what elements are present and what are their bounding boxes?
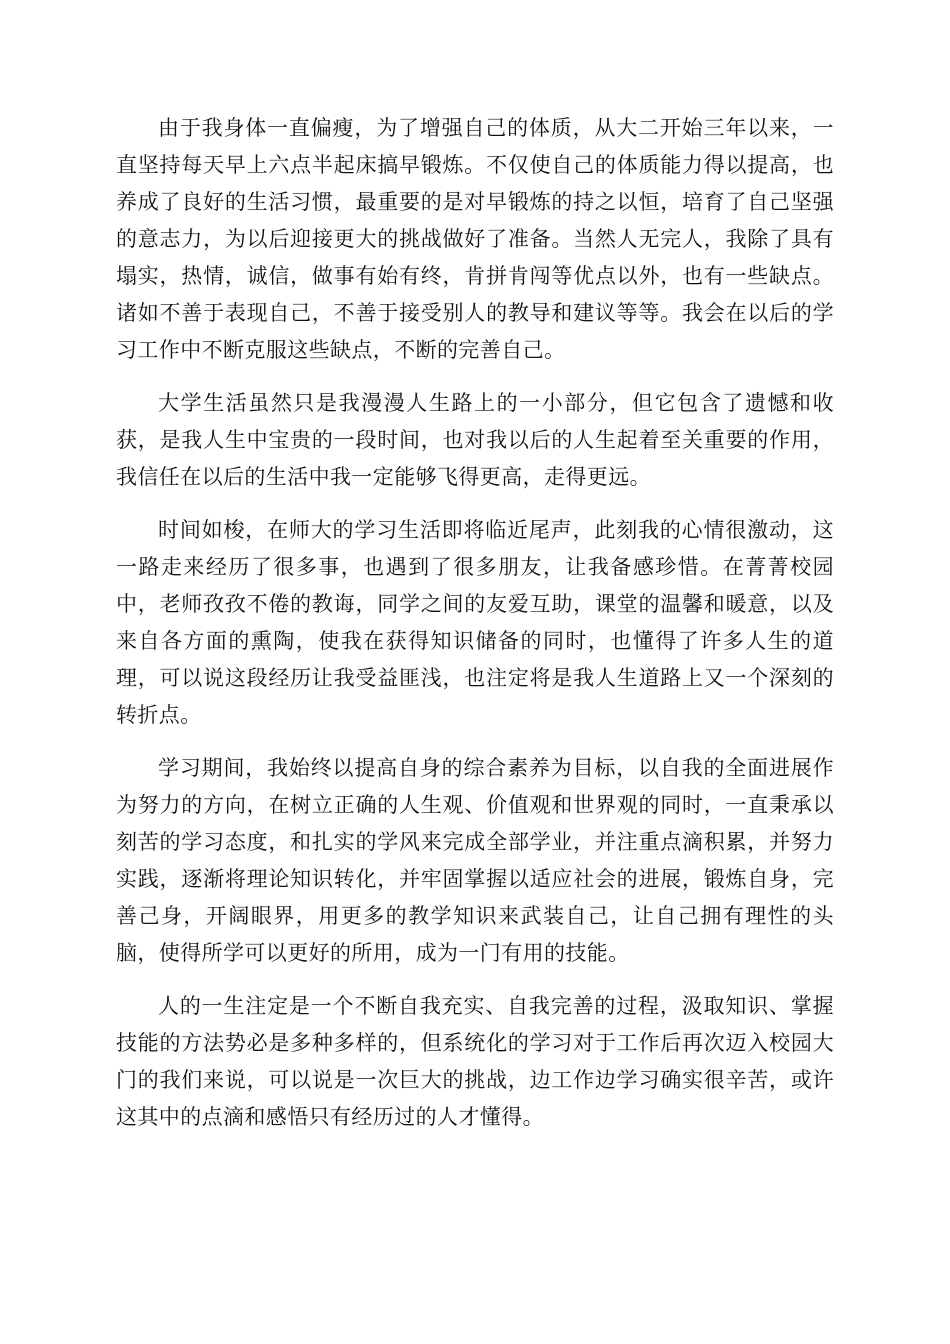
paragraph-5: 人的一生注定是一个不断自我充实、自我完善的过程，汲取知识、掌握技能的方法势必是多种多样的，但系统化的学习对于工作后再次迈入校园大门的我们来说，可以说是一次巨大的挑战，边工作边学习确实很辛苦，或许这其中的点滴和感悟只有经历过的人才懂得。 <box>116 994 834 1129</box>
paragraph-2: 大学生活虽然只是我漫漫人生路上的一小部分，但它包含了遗憾和收获，是我人生中宝贵的一段时间，也对我以后的人生起着至关重要的作用，我信任在以后的生活中我一定能够飞得更高，走得更远。 <box>116 391 834 489</box>
paragraph-1: 由于我身体一直偏瘦，为了增强自己的体质，从大二开始三年以来，一直坚持每天早上六点半起床搞早锻炼。不仅使自己的体质能力得以提高，也养成了良好的生活习惯，最重要的是对早锻炼的持之以恒，培育了自己坚强的意志力，为以后迎接更大的挑战做好了准备。当然人无完人，我除了具有塌实，热情，诚信，做事有始有终，肯拼肯闯等优点以外，也有一些缺点。诸如不善于表现自己，不善于接受别人的教导和建议等等。我会在以后的学习工作中不断克服这些缺点，不断的完善自己。 <box>116 116 834 362</box>
paragraph-4: 学习期间，我始终以提高自身的综合素养为目标，以自我的全面进展作为努力的方向，在树立正确的人生观、价值观和世界观的同时，一直秉承以刻苦的学习态度，和扎实的学风来完成全部学业，并注重点滴积累，并努力实践，逐渐将理论知识转化，并牢固掌握以适应社会的进展，锻炼自身，完善己身，开阔眼界，用更多的教学知识来武装自己，让自己拥有理性的头脑，使得所学可以更好的所用，成为一门有用的技能。 <box>116 756 834 965</box>
paragraph-3: 时间如梭，在师大的学习生活即将临近尾声，此刻我的心情很激动，这一路走来经历了很多事，也遇到了很多朋友，让我备感珍惜。在菁菁校园中，老师孜孜不倦的教诲，同学之间的友爱互助，课堂的温馨和暖意，以及来自各方面的熏陶，使我在获得知识储备的同时，也懂得了许多人生的道理，可以说这段经历让我受益匪浅，也注定将是我人生道路上又一个深刻的转折点。 <box>116 518 834 727</box>
